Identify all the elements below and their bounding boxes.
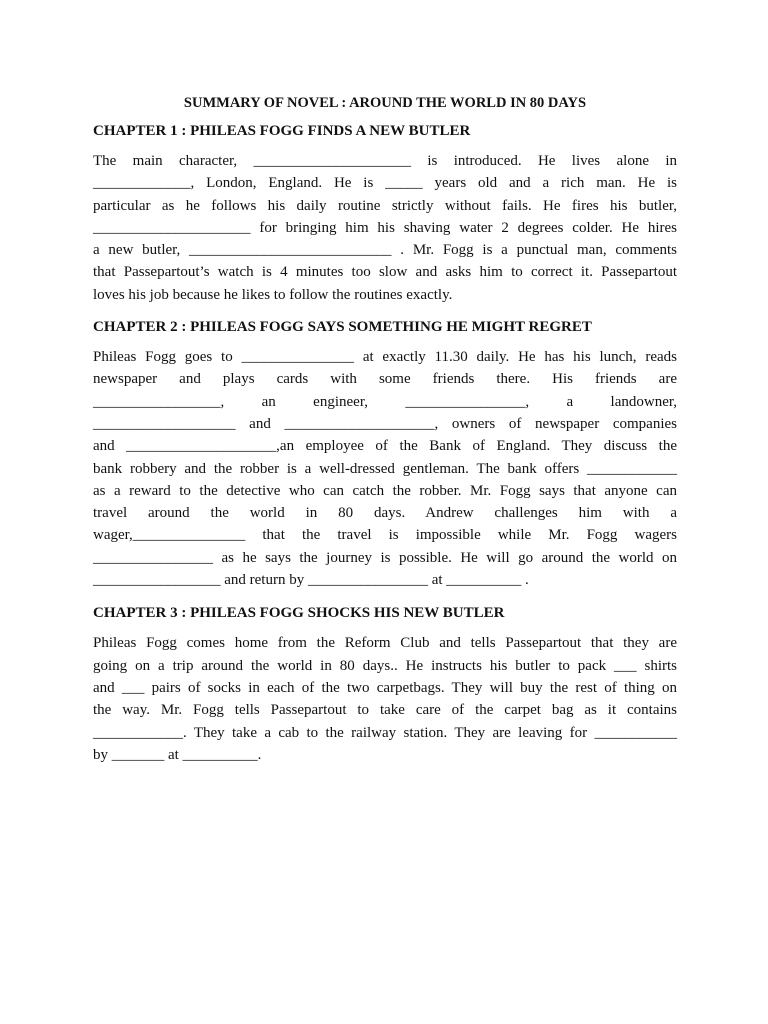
chapter-1-line: particular as he follows his daily routine strictly without fails. He fires his butler, xyxy=(93,197,677,214)
chapter-2-summary xyxy=(93,346,677,591)
chapter-3-line: going on a trip around the world in 80 days.. He instructs his butler to pack ___ shirts xyxy=(93,657,677,674)
chapter-1-line: a new butler, ___________________________ . Mr. Fogg is a punctual man, comments xyxy=(93,242,677,259)
document-title: SUMMARY OF NOVEL : AROUND THE WORLD IN 80 DAYS xyxy=(183,95,587,111)
chapter-2-line: as a reward to the detective who can catch the robber. Mr. Fogg says that anyone can xyxy=(93,482,677,499)
chapter-1-line: The main character, _____________________ is introduced. He lives alone in xyxy=(93,153,677,169)
chapter-1-line: that Passepartout’s watch is 4 minutes too slow and asks him to correct it. Passepartout xyxy=(93,264,677,281)
chapter-2-line: bank robbery and the robber is a well-dressed gentleman. The bank offers ____________ xyxy=(93,460,677,477)
chapter-3-summary xyxy=(93,632,677,766)
document-page xyxy=(93,92,677,766)
chapter-2-line: newspaper and plays cards with some friends there. His friends are xyxy=(93,371,677,388)
chapter-3-line: the way. Mr. Fogg tells Passepartout to take care of the carpet bag as it contains xyxy=(93,702,677,719)
chapter-1-line: loves his job because he likes to follow the routines exactly. xyxy=(93,286,453,303)
chapter-2-line: _________________, an engineer, ________________, a landowner, xyxy=(93,393,677,410)
chapter-3-heading: CHAPTER 3 : PHILEAS FOGG SHOCKS HIS NEW BUTLER xyxy=(93,605,505,622)
chapter-2-line: wager,_______________ that the travel is impossible while Mr. Fogg wagers xyxy=(93,527,677,544)
chapter-2-line: ________________ as he says the journey is possible. He will go around the world on xyxy=(93,549,677,566)
chapter-3-line: and ___ pairs of socks in each of the two carpetbags. They will buy the rest of thing on xyxy=(93,679,677,696)
chapter-2-line: ___________________ and ____________________, owners of newspaper companies xyxy=(93,415,677,432)
chapter-1-line: _____________, London, England. He is _____ years old and a rich man. He is xyxy=(93,175,677,192)
chapter-2-line: and ____________________,an employee of the Bank of England. They discuss the xyxy=(93,438,677,455)
chapter-3-line: by _______ at __________. xyxy=(93,746,262,763)
chapter-2-heading: CHAPTER 2 : PHILEAS FOGG SAYS SOMETHING HE MIGHT REGRET xyxy=(93,319,592,336)
chapter-3-line: Phileas Fogg comes home from the Reform Club and tells Passepartout that they are xyxy=(93,635,677,652)
chapter-2-line: travel around the world in 80 days. Andrew challenges him with a xyxy=(93,505,677,522)
chapter-2-line: _________________ and return by ________________ at __________ . xyxy=(93,572,529,589)
chapter-1-heading: CHAPTER 1 : PHILEAS FOGG FINDS A NEW BUTLER xyxy=(93,123,471,139)
chapter-1-summary xyxy=(93,150,677,306)
chapter-3-line: ____________. They take a cab to the railway station. They are leaving for ___________ xyxy=(93,724,677,741)
chapter-1-line: _____________________ for bringing him his shaving water 2 degrees colder. He hires xyxy=(93,219,677,236)
chapter-2-line: Phileas Fogg goes to _______________ at exactly 11.30 daily. He has his lunch, reads xyxy=(93,349,677,366)
